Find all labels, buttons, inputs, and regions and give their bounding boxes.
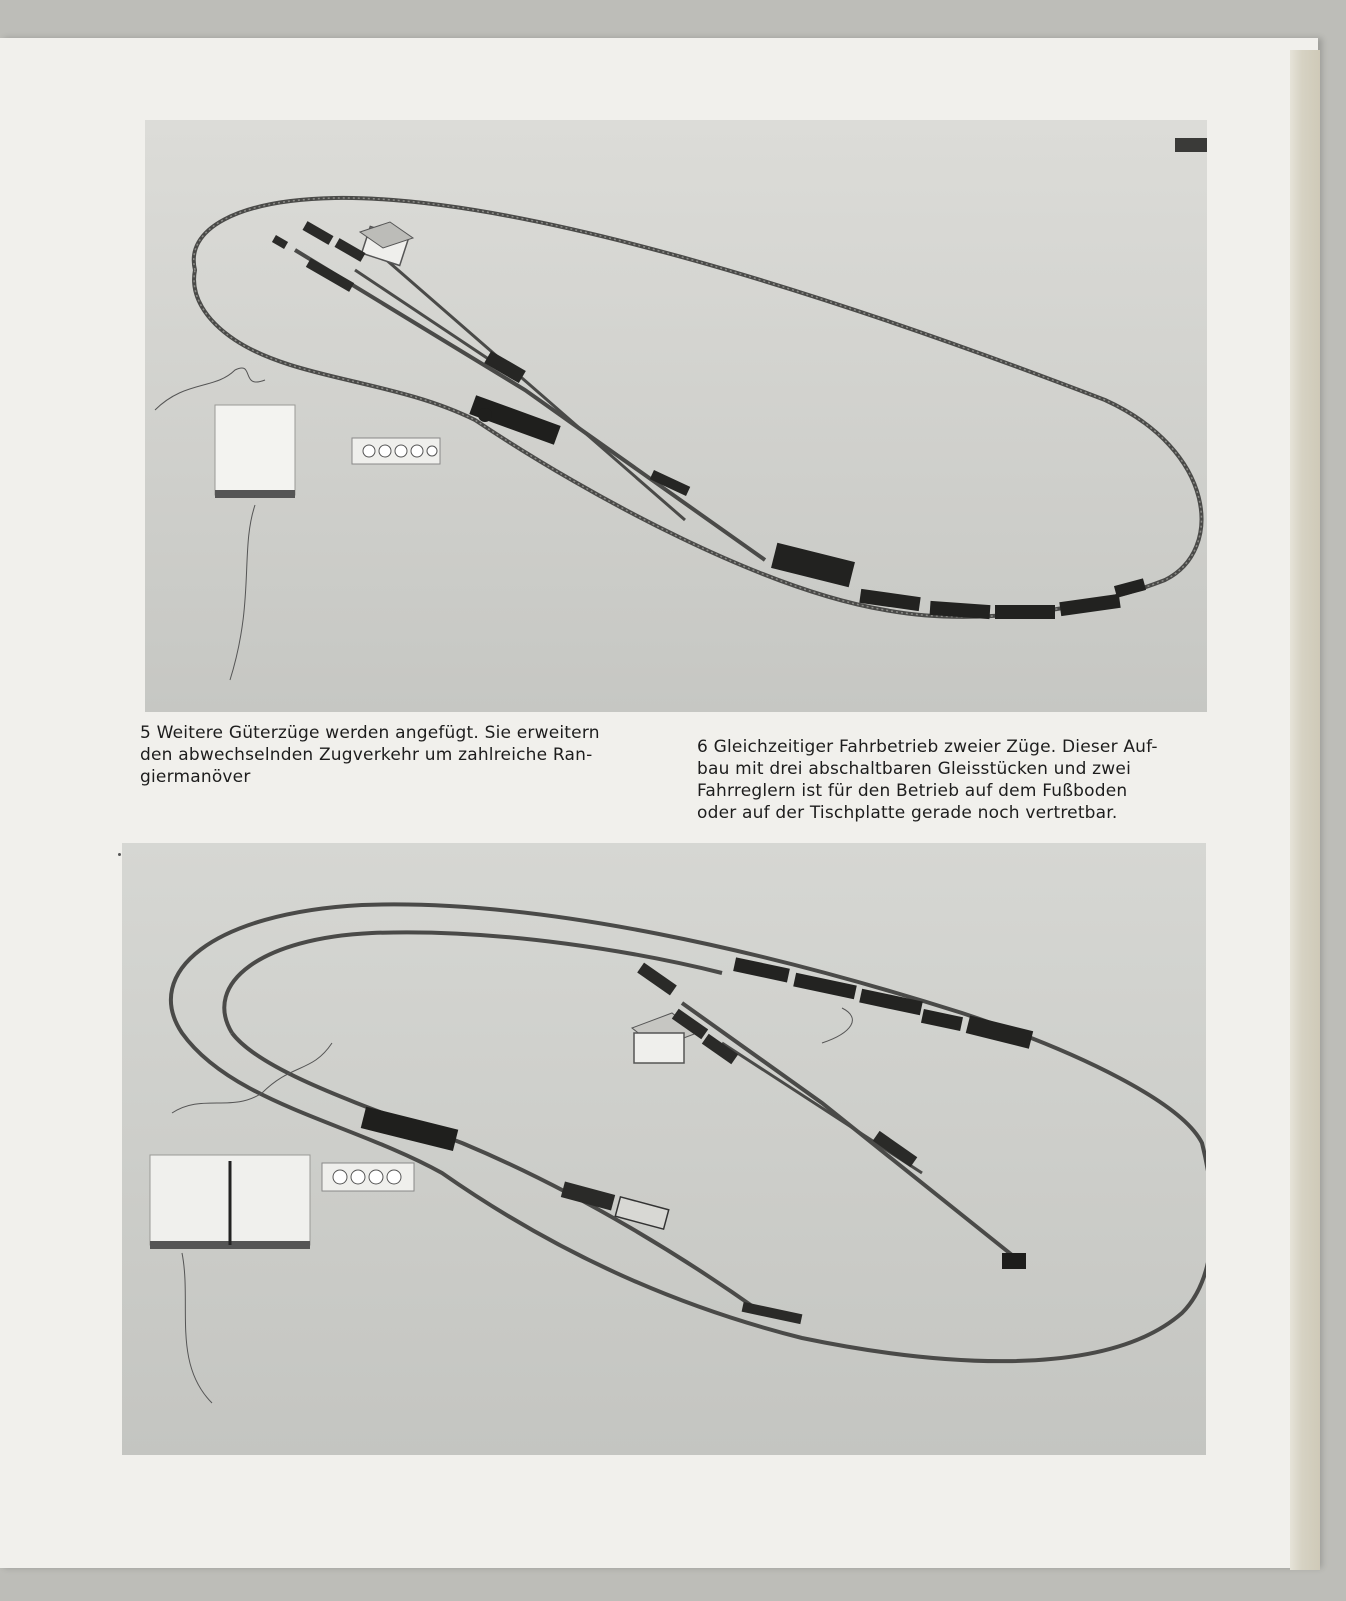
print-speck [118, 853, 121, 856]
figure-5-illustration [145, 120, 1207, 712]
control-panel [352, 438, 440, 464]
caption-line: den abwechselnden Zugverkehr um zahlreiche Ran- [140, 745, 593, 765]
caption-line: bau mit drei abschaltbaren Gleisstücken und zwei [697, 759, 1131, 779]
caption-figure-5 [140, 722, 650, 788]
caption-line: oder auf der Tischplatte gerade noch vertretbar. [697, 803, 1118, 823]
figure-6-photo [122, 843, 1206, 1455]
transformer-box [215, 405, 295, 498]
page-edge [1290, 50, 1320, 1570]
control-panel [322, 1163, 414, 1191]
transformer-box [150, 1155, 310, 1249]
caption-line: 5 Weitere Güterzüge werden angefügt. Sie erweitern [140, 723, 600, 743]
figure-6-illustration [122, 843, 1206, 1455]
figure-5-photo [145, 120, 1207, 712]
caption-line: Fahrreglern ist für den Betrieb auf dem Fußboden [697, 781, 1128, 801]
caption-line: 6 Gleichzeitiger Fahrbetrieb zweier Züge. Dieser Auf- [697, 737, 1158, 757]
caption-line: giermanöver [140, 767, 251, 787]
caption-figure-6 [697, 736, 1207, 824]
photo-corner [1175, 138, 1207, 152]
